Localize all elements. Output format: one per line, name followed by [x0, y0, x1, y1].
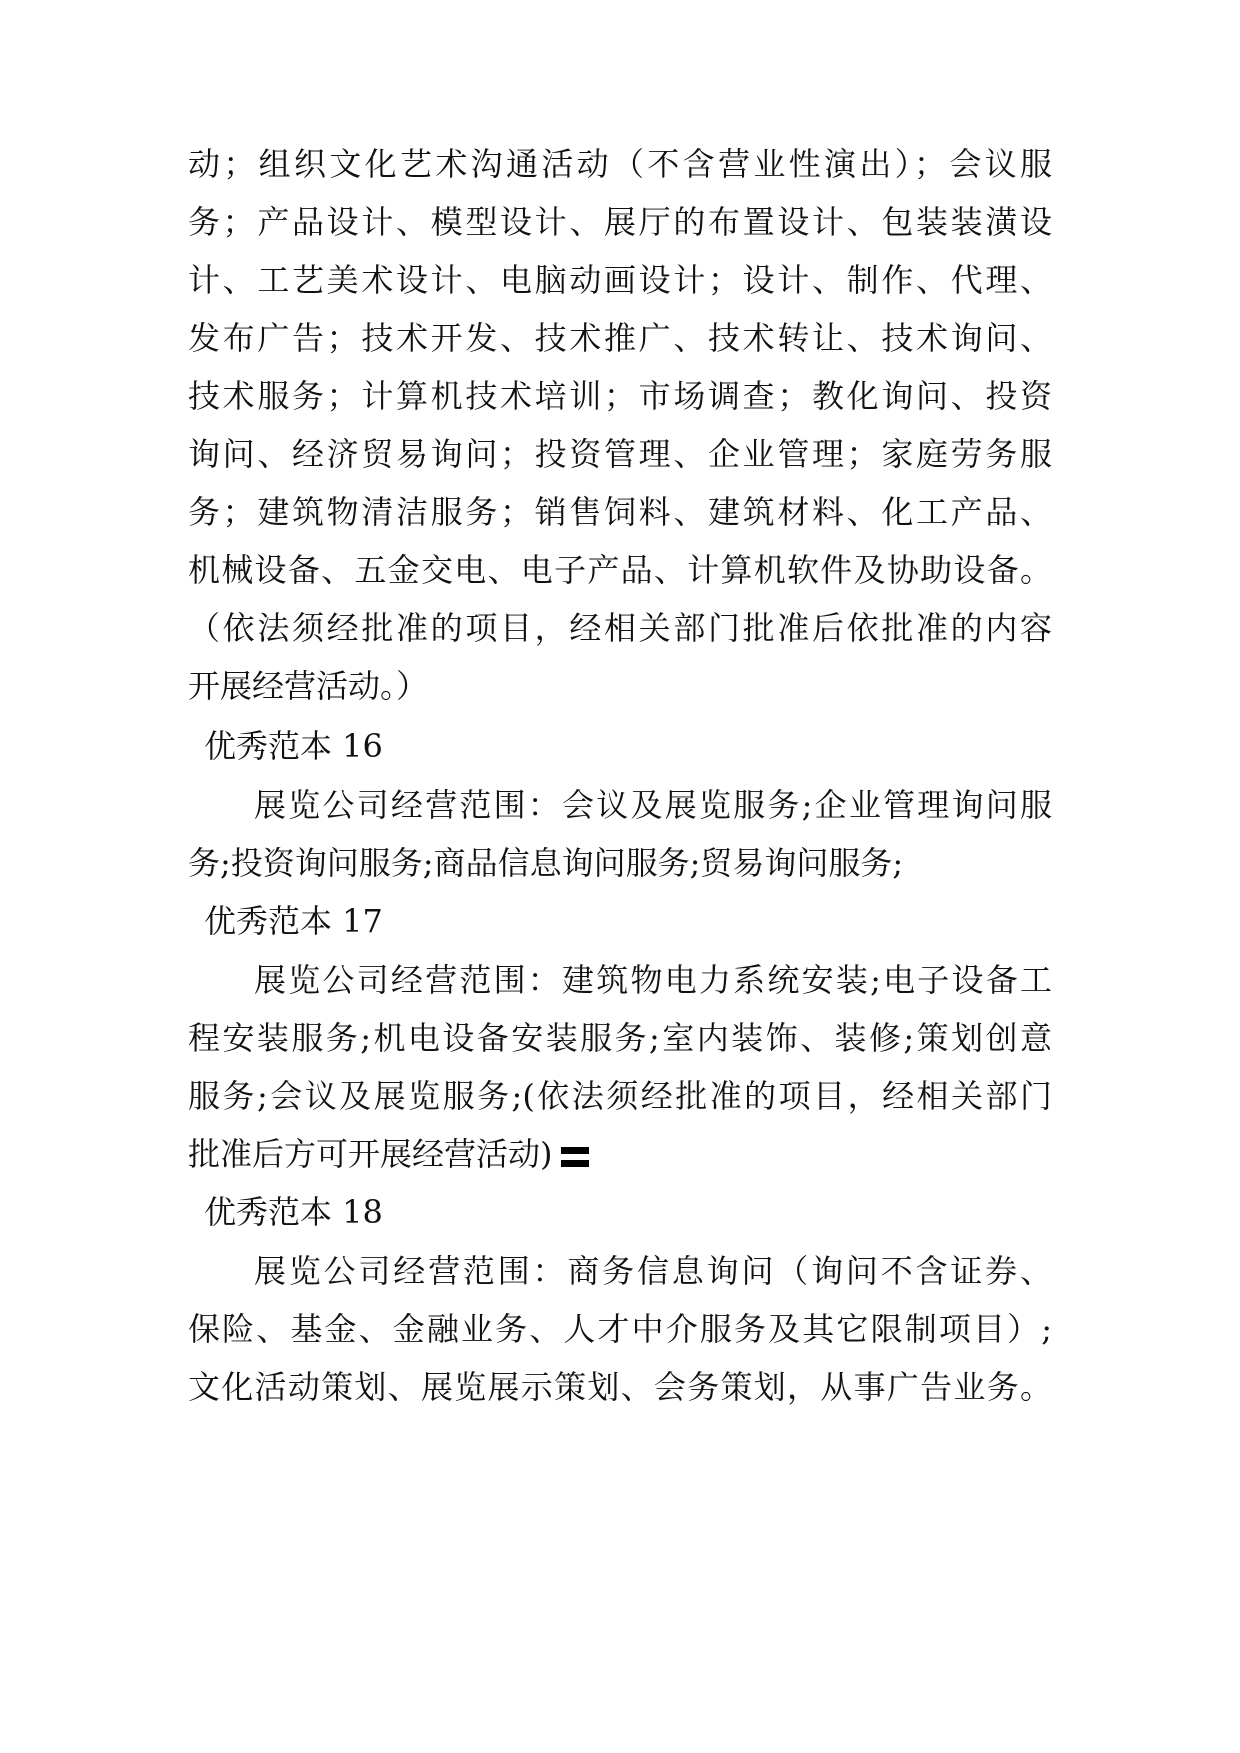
end-mark-icon [561, 1147, 589, 1167]
body-text-line: 务；产品设计、模型设计、展厅的布置设计、包装装潢设 [188, 203, 1052, 241]
body-text-line: 服务;会议及展览服务;(依法须经批准的项目，经相关部门 [188, 1077, 1052, 1115]
body-text-line: 展览公司经营范围：建筑物电力系统安装;电子设备工 [254, 961, 1052, 999]
body-text-line: 计、工艺美术设计、电脑动画设计；设计、制作、代理、 [188, 261, 1052, 299]
sample-heading: 优秀范本 16 [204, 727, 383, 765]
body-text-line: （依法须经批准的项目，经相关部门批准后依批准的内容 [188, 609, 1052, 647]
body-text-line: 技术服务；计算机技术培训；市场调查；教化询问、投资 [188, 377, 1052, 415]
body-text-line: 展览公司经营范围：商务信息询问（询问不含证券、 [254, 1252, 1052, 1290]
body-text-line-with-mark [188, 1126, 589, 1182]
body-text: 批准后方可开展经营活动) [188, 1135, 553, 1173]
body-text-line: 动；组织文化艺术沟通活动（不含营业性演出）；会议服 [188, 145, 1052, 183]
body-text-line: 文化活动策划、展览展示策划、会务策划，从事广告业务。 [188, 1368, 1052, 1406]
sample-heading: 优秀范本 18 [204, 1193, 383, 1231]
body-text-line: 保险、基金、金融业务、人才中介服务及其它限制项目）; [188, 1310, 1052, 1348]
body-text-line: 机械设备、五金交电、电子产品、计算机软件及协助设备。 [188, 551, 1052, 589]
body-text-line: 务;投资询问服务;商品信息询问服务;贸易询问服务; [188, 844, 904, 882]
body-text-line: 发布广告；技术开发、技术推广、技术转让、技术询问、 [188, 319, 1052, 357]
body-text-line: 询问、经济贸易询问；投资管理、企业管理；家庭劳务服 [188, 435, 1052, 473]
sample-heading: 优秀范本 17 [204, 902, 383, 940]
body-text-line: 程安装服务;机电设备安装服务;室内装饰、装修;策划创意 [188, 1019, 1052, 1057]
body-text-line: 务；建筑物清洁服务；销售饲料、建筑材料、化工产品、 [188, 493, 1052, 531]
body-text-line: 展览公司经营范围：会议及展览服务;企业管理询问服 [254, 786, 1052, 824]
body-text-line: 开展经营活动。） [188, 667, 429, 705]
